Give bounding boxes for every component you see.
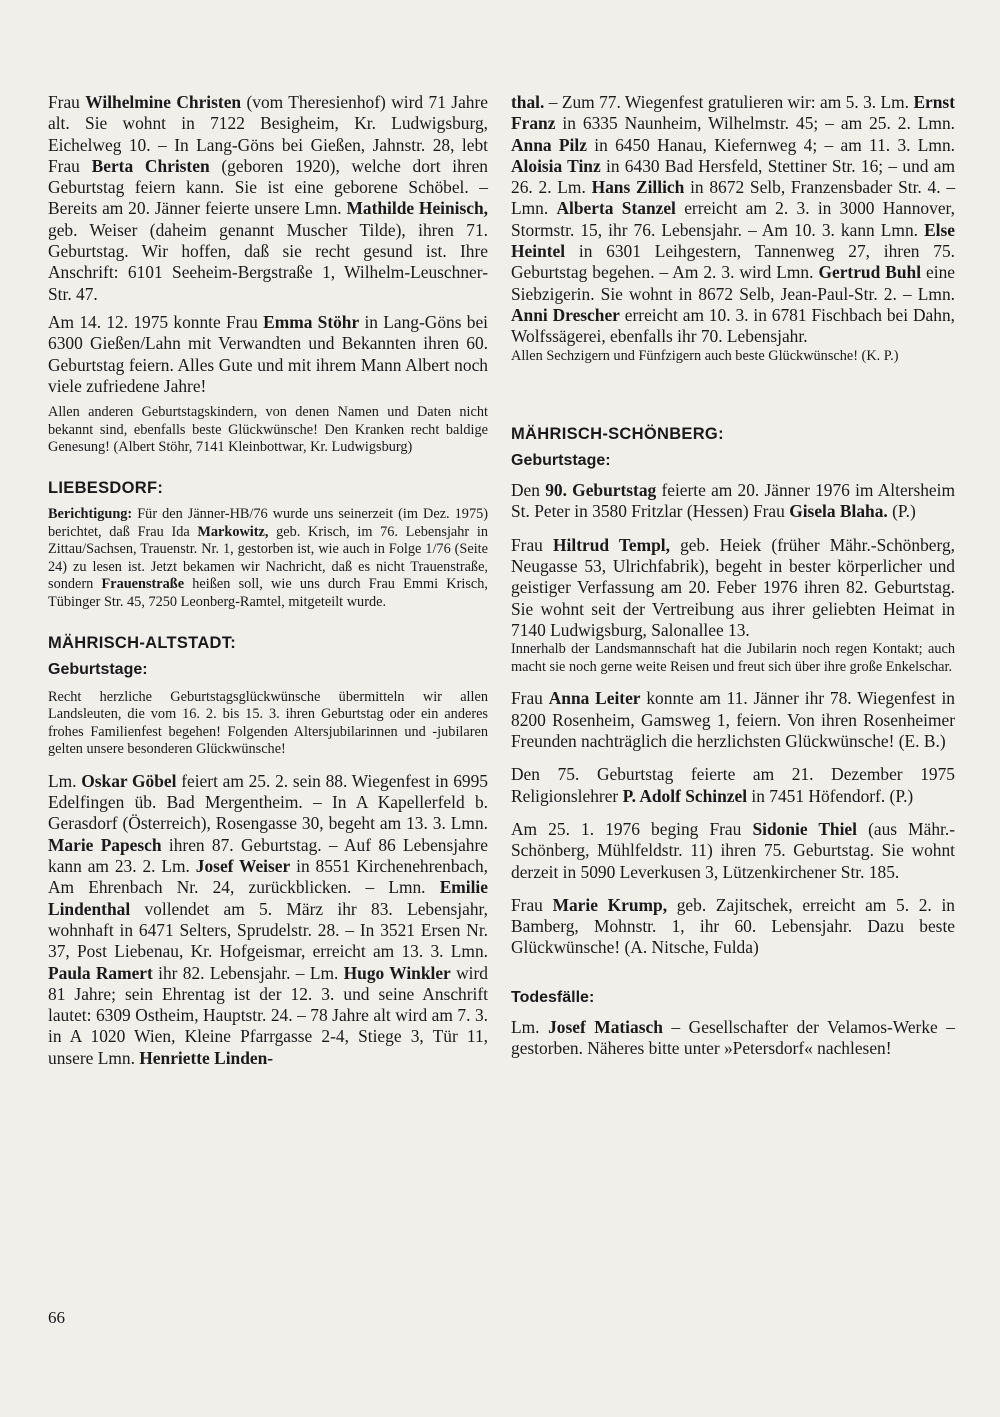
paragraph-sixties-wishes: Allen Sechzigern und Fünfzigern auch beste Glückwünsche! (K. P.) [511,347,899,364]
section-heading-schoenberg: MÄHRISCH-SCHÖNBERG: [511,425,724,444]
paragraph-matiasch: Lm. Josef Matiasch – Gesellschafter der Velamos-Werke – gestorben. Näheres bitte unter »Petersdorf« nachlesen! [511,1016,955,1058]
paragraph-greetings: Allen anderen Geburtstagskindern, von denen Namen und Daten nicht bekannt sind, ebenfalls beste Glückwünsche! Den Kranken recht baldige Genesung! (Albert Stöhr, 7141 Kleinbottwar, Kr. Ludwigsburg) [48,404,488,456]
paragraph-continuation: thal. – Zum 77. Wiegenfest gratulieren wir: am 5. 3. Lm. Ernst Franz in 6335 Naunheim, Wilhelmstr. 45; – am 25. 2. Lmn. Anna Pilz in 6450 Hanau, Kiefernweg 4; – am 11. 3. Lmn. Aloisia Tinz in 6430 Bad Hersfeld, Stettiner Str. 16; – und am 26. 2. Lm. Hans Zillich in 8672 Selb, Franzensbader Str. 4. – Lmn. Alberta Stanzel erreicht am 2. 3. in 3000 Hannover, Stormstr. 15, ihr 76. Lebensjahr. – Am 10. 3. kann Lmn. Else Heintel in 6301 Leihgestern, Tannenweg 27, ihren 75. Geburtstag begehen. – Am 2. 3. wird Lmn. Gertrud Buhl eine Siebzigerin. Sie wohnt in 8672 Selb, Jean-Paul-Str. 2. – Lmn. Anni Drescher erreicht am 10. 3. in 6781 Fischbach bei Dahn, Wolfssägerei, ebenfalls ihr 70. Lebensjahr. [511,92,956,347]
paragraph-krump: Frau Marie Krump, geb. Zajitschek, erreicht am 5. 2. in Bamberg, Mohnstr. 1, ihr 60. Lebensjahr. Dazu beste Glückwünsche! (A. Nitsche, Fulda) [511,894,955,958]
paragraph-correction: Berichtigung: Für den Jänner-HB/76 wurde uns seinerzeit (im Dez. 1975) berichtet, daß Frau Ida Markowitz, geb. Krisch, im 76. Lebensjahr in Zittau/Sachsen, Trauenstr. Nr. 1, gestorben ist, wie auch in Folge 1/76 (Seite 24) zu lesen ist. Jetzt bekamen wir Nachricht, daß es nicht Trauenstraße, sondern Frauenstraße heißen soll, wie uns durch Frau Emmi Krisch, Tübinger Str. 45, 7250 Leonberg-Ramtel, mitgeteilt wurde. [48,505,488,610]
page-number: 66 [48,1308,65,1327]
paragraph-christen: Frau Wilhelmine Christen (vom Theresienhof) wird 71 Jahre alt. Sie wohnt in 7122 Besigheim, Kr. Ludwigsburg, Eichelweg 10. – In Lang-Göns bei Gießen, Jahnstr. 28, lebt Frau Berta Christen (geboren 1920), welche dort ihren Geburtstag feiern kann. Sie ist eine geborene Schöbel. – Bereits am 20. Jänner feierte unsere Lmn. Mathilde Heinisch, geb. Weiser (daheim genannt Muscher Tilde), ihren 71. Geburtstag. Wir hoffen, daß sie recht gesund ist. Ihre Anschrift: 6101 Seeheim-Bergstraße 1, Wilhelm-Leuschner-Str. 47. [48,92,489,304]
paragraph-blaha: Den 90. Geburtstag feierte am 20. Jänner 1976 im Altersheim St. Peter in 3580 Fritzlar (Hessen) Frau Gisela Blaha. (P.) [511,480,955,522]
subheading-birthdays: Geburtstage: [511,452,611,470]
paragraph-intro-wishes: Recht herzliche Geburtstagsglückwünsche übermitteln wir allen Landsleuten, die vom 16. 2. bis 15. 3. ihren Geburtstag oder ein anderes frohes Familienfest begehen! Folgenden Altersjubilarinnen und -jubilaren gelten unsere besonderen Glückwünsche! [48,688,488,758]
section-heading-altstadt: MÄHRISCH-ALTSTADT: [48,633,237,652]
paragraph-stoehr: Am 14. 12. 1975 konnte Frau Emma Stöhr in Lang-Göns bei 6300 Gießen/Lahn mit Verwandten und Bekannten ihren 60. Geburtstag feiern. Alles Gute und mit ihrem Mann Albert noch viele zufriedene Jahre! [48,311,488,396]
right-column [511,92,955,1059]
paragraph-templ: Frau Hiltrud Templ, geb. Heiek (früher Mähr.-Schönberg, Neugasse 53, Ulrichfabrik), begeht in bester körperlicher und geistiger Verfassung am 20. Feber 1976 ihren 82. Geburtstag. Sie wohnt seit der Vertreibung aus ihrer geliebten Heimat in 7140 Ludwigsburg, Salonallee 13. [511,534,956,640]
paragraph-leiter: Frau Anna Leiter konnte am 11. Jänner ihr 78. Wiegenfest in 8200 Rosenheim, Gamsweg 1, feiern. Von ihren Rosenheimer Freunden nachträglich die herzlichsten Glückwünsche! (E. B.) [511,688,955,752]
paragraph-templ-note: Innerhalb der Landsmannschaft hat die Jubilarin noch regen Kontakt; auch macht sie noch gerne weite Reisen und freut sich über ihre große Enkelschar. [511,641,955,675]
section-heading-liebesdorf: LIEBESDORF: [48,478,164,497]
paragraph-thiel: Am 25. 1. 1976 beging Frau Sidonie Thiel (aus Mähr.-Schönberg, Mühlfeldstr. 11) ihren 75. Geburtstag. Sie wohnt derzeit in 5090 Leverkusen 3, Lützenkirchener Str. 185. [511,818,955,882]
paragraph-schinzel: Den 75. Geburtstag feierte am 21. Dezember 1975 Religionslehrer P. Adolf Schinzel in 7451 Höfendorf. (P.) [511,764,955,806]
subheading-deaths: Todesfälle: [511,988,595,1006]
paragraph-jubilarians: Lm. Oskar Göbel feiert am 25. 2. sein 88. Wiegenfest in 6995 Edelfingen üb. Bad Mergentheim. – In A Kapellerfeld b. Gerasdorf (Österreich), Rosengasse 30, begeht am 13. 3. Lmn. Marie Papesch ihren 87. Geburtstag. – Auf 86 Lebensjahre kann am 23. 2. Lm. Josef Weiser in 8551 Kirchenehrenbach, Am Ehrenbach Nr. 24, zurückblicken. – Lmn. Emilie Lindenthal vollendet am 5. März ihr 83. Lebensjahr, wohnhaft in 6471 Selters, Sprudelstr. 28. – In 3521 Ersen Nr. 37, Post Liebenau, Kr. Hofgeismar, erreicht am 13. 3. Lmn. Paula Ramert ihr 82. Lebensjahr. – Lm. Hugo Winkler wird 81 Jahre; sein Ehrentag ist der 12. 3. und seine Anschrift lautet: 6309 Ostheim, Hauptstr. 24. – 78 Jahre alt wird am 7. 3. in A 1020 Wien, Kleine Pfarrgasse 2-4, Stiege 3, Tür 11, unsere Lmn. Henriette Linden- [48,770,489,1068]
left-column [48,92,488,1069]
subheading-birthdays: Geburtstage: [48,660,148,678]
